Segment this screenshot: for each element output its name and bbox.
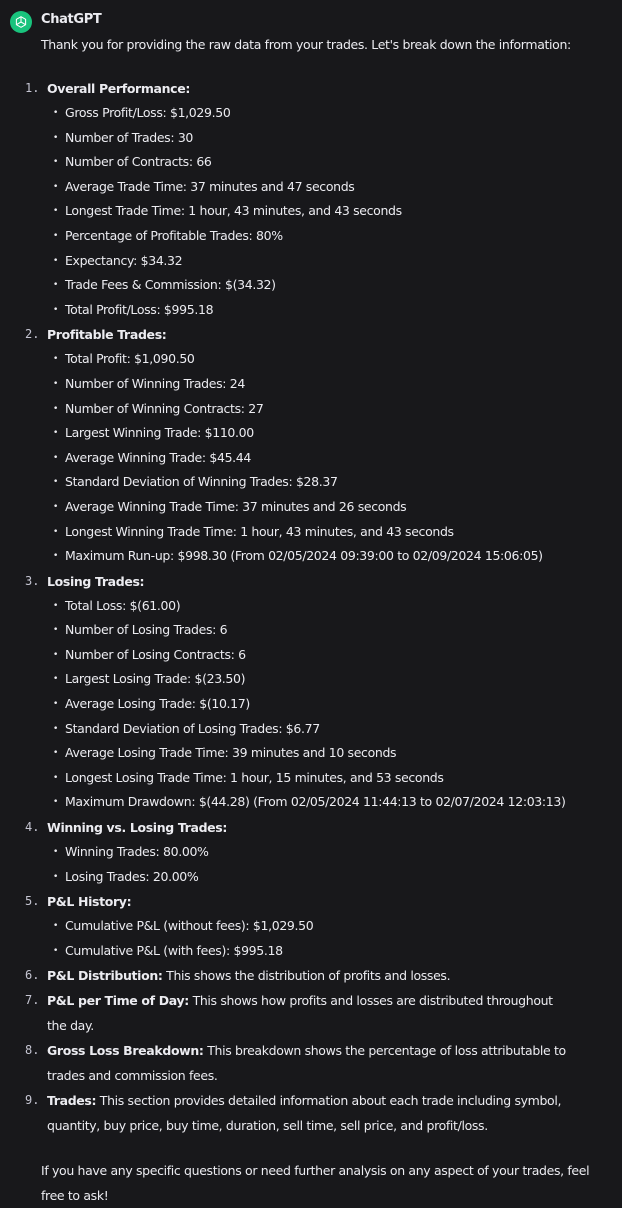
bullet-icon: • xyxy=(53,649,58,660)
section-items xyxy=(47,840,572,889)
section-items xyxy=(47,594,572,815)
section-3 xyxy=(0,569,622,815)
section-heading xyxy=(47,322,572,347)
list-item xyxy=(47,298,572,323)
list-item-text: Maximum Drawdown: $(44.28) (From 02/05/2024 11:44:13 to 02/07/2024 12:03:13) xyxy=(65,794,566,810)
section-description: This shows the distribution of profits and losses. xyxy=(162,968,451,984)
list-item-text: Trade Fees & Commission: $(34.32) xyxy=(65,277,276,293)
list-item xyxy=(47,914,572,939)
bullet-icon: • xyxy=(53,723,58,734)
list-item-text: Number of Winning Contracts: 27 xyxy=(65,400,264,416)
list-item-text: Cumulative P&L (without fees): $1,029.50 xyxy=(65,918,314,934)
section-heading xyxy=(47,815,572,840)
list-item xyxy=(47,520,572,545)
section-heading xyxy=(47,76,572,101)
list-item xyxy=(47,470,572,495)
section-number: 3. xyxy=(25,573,40,588)
section-title: Losing Trades: xyxy=(47,573,145,589)
list-item xyxy=(47,840,572,865)
bullet-icon: • xyxy=(53,945,58,956)
section-number: 4. xyxy=(25,820,40,835)
section-title: Overall Performance: xyxy=(47,81,191,96)
section-heading xyxy=(47,889,572,914)
bullet-icon: • xyxy=(53,304,58,315)
list-item-text: Losing Trades: 20.00% xyxy=(65,868,199,884)
intro-text: Thank you for providing the raw data from your trades. Let's break down the information: xyxy=(41,37,571,52)
list-item-text: Percentage of Profitable Trades: 80% xyxy=(65,227,283,243)
list-item-text: Expectancy: $34.32 xyxy=(65,252,183,268)
section-number: 2. xyxy=(25,327,40,342)
bullet-icon: • xyxy=(53,477,58,488)
list-item-text: Standard Deviation of Losing Trades: $6.77 xyxy=(65,720,320,736)
list-item xyxy=(47,594,572,619)
list-item-text: Number of Losing Trades: 6 xyxy=(65,622,228,638)
list-item-text: Standard Deviation of Winning Trades: $28.37 xyxy=(65,474,338,490)
list-item-text: Total Profit/Loss: $995.18 xyxy=(65,301,214,317)
section-title: Trades: xyxy=(47,1093,97,1109)
section-items xyxy=(47,347,572,568)
list-item-text: Gross Profit/Loss: $1,029.50 xyxy=(65,105,231,120)
list-item xyxy=(47,618,572,643)
list-item-text: Total Loss: $(61.00) xyxy=(65,597,181,613)
list-item-text: Average Winning Trade Time: 37 minutes and 26 seconds xyxy=(65,498,407,514)
list-item xyxy=(47,446,572,471)
section-number: 8. xyxy=(25,1043,40,1058)
list-item xyxy=(47,939,572,964)
list-item xyxy=(47,421,572,446)
list-item-text: Number of Contracts: 66 xyxy=(65,154,212,170)
list-item-text: Average Trade Time: 37 minutes and 47 seconds xyxy=(65,178,355,194)
section-heading xyxy=(47,1038,572,1088)
section-items xyxy=(47,101,572,322)
bullet-icon: • xyxy=(53,280,58,291)
list-item-text: Longest Trade Time: 1 hour, 43 minutes, and 43 seconds xyxy=(65,203,402,219)
section-1 xyxy=(0,76,622,322)
section-number: 1. xyxy=(25,81,40,95)
list-item xyxy=(47,101,572,126)
bullet-icon: • xyxy=(53,625,58,636)
bullet-icon: • xyxy=(53,206,58,217)
list-item xyxy=(47,249,572,274)
list-item xyxy=(47,397,572,422)
section-5 xyxy=(0,889,622,963)
list-item xyxy=(47,273,572,298)
bullet-icon: • xyxy=(53,871,58,882)
list-item-text: Largest Winning Trade: $110.00 xyxy=(65,425,254,441)
list-item-text: Longest Losing Trade Time: 1 hour, 15 minutes, and 53 seconds xyxy=(65,769,444,785)
section-heading xyxy=(47,569,572,594)
list-item-text: Number of Winning Trades: 24 xyxy=(65,375,245,391)
list-item xyxy=(47,865,572,890)
bullet-icon: • xyxy=(53,108,58,118)
list-item-text: Total Profit: $1,090.50 xyxy=(65,351,195,367)
bullet-icon: • xyxy=(53,699,58,710)
bullet-icon: • xyxy=(53,797,58,808)
bullet-icon: • xyxy=(53,181,58,192)
section-title: P&L per Time of Day: xyxy=(47,993,189,1009)
list-item-text: Longest Winning Trade Time: 1 hour, 43 minutes, and 43 seconds xyxy=(65,523,454,539)
list-item xyxy=(47,643,572,668)
section-heading xyxy=(47,1088,572,1138)
list-item-text: Average Winning Trade: $45.44 xyxy=(65,449,252,465)
section-items xyxy=(47,914,572,963)
bullet-icon: • xyxy=(53,921,58,932)
list-item xyxy=(47,175,572,200)
section-description: This section provides detailed information about each trade including symbol, quantity, buy price, buy time, duration, sell time, sell price, and profit/loss. xyxy=(47,1093,562,1134)
list-item-text: Average Losing Trade: $(10.17) xyxy=(65,696,250,712)
list-item xyxy=(47,766,572,791)
section-title: Gross Loss Breakdown: xyxy=(47,1043,204,1059)
bullet-icon: • xyxy=(53,354,58,365)
section-7 xyxy=(0,988,622,1038)
bullet-icon: • xyxy=(53,551,58,562)
section-description: This shows how profits and losses are distributed throughout the day. xyxy=(47,993,553,1034)
list-item xyxy=(47,199,572,224)
list-item xyxy=(47,224,572,249)
section-number: 7. xyxy=(25,993,40,1008)
section-9 xyxy=(0,1088,622,1138)
bullet-icon: • xyxy=(53,748,58,759)
list-item-text: Largest Losing Trade: $(23.50) xyxy=(65,671,246,687)
bullet-icon: • xyxy=(53,847,58,858)
bullet-icon: • xyxy=(53,403,58,414)
section-title: P&L History: xyxy=(47,894,132,910)
list-item-text: Cumulative P&L (with fees): $995.18 xyxy=(65,942,283,958)
section-8 xyxy=(0,1038,622,1088)
section-number: 6. xyxy=(25,968,40,983)
section-title: Profitable Trades: xyxy=(47,327,167,343)
list-item-text: Maximum Run-up: $998.30 (From 02/05/2024 09:39:00 to 02/09/2024 15:06:05) xyxy=(65,548,543,564)
section-heading xyxy=(47,963,572,988)
list-item xyxy=(47,790,572,815)
list-item-text: Winning Trades: 80.00% xyxy=(65,844,209,860)
list-item xyxy=(47,692,572,717)
list-item xyxy=(47,495,572,520)
bullet-icon: • xyxy=(53,255,58,266)
section-2 xyxy=(0,322,622,568)
list-item-text: Average Losing Trade Time: 39 minutes and 10 seconds xyxy=(65,745,397,761)
list-item-text: Number of Trades: 30 xyxy=(65,129,194,145)
list-item-text: Number of Losing Contracts: 6 xyxy=(65,646,246,662)
section-title: Winning vs. Losing Trades: xyxy=(47,820,228,836)
bullet-icon: • xyxy=(53,157,58,168)
bullet-icon: • xyxy=(53,526,58,537)
list-item xyxy=(47,544,572,569)
list-item xyxy=(47,741,572,766)
bullet-icon: • xyxy=(53,230,58,241)
list-item xyxy=(47,667,572,692)
list-item xyxy=(47,150,572,175)
bullet-icon: • xyxy=(53,378,58,389)
list-item xyxy=(47,347,572,372)
list-item xyxy=(47,126,572,151)
bullet-icon: • xyxy=(53,772,58,783)
bullet-icon: • xyxy=(53,132,58,143)
sender-name: ChatGPT xyxy=(41,12,102,27)
bullet-icon: • xyxy=(53,600,58,611)
analysis-list xyxy=(0,76,622,1138)
bullet-icon: • xyxy=(53,452,58,463)
section-title: P&L Distribution: xyxy=(47,968,163,984)
section-description: This breakdown shows the percentage of loss attributable to trades and commission fees. xyxy=(47,1043,566,1084)
section-4 xyxy=(0,815,622,889)
list-item xyxy=(47,717,572,742)
section-number: 5. xyxy=(25,894,40,909)
bullet-icon: • xyxy=(53,501,58,512)
bullet-icon: • xyxy=(53,674,58,685)
section-heading xyxy=(47,988,572,1038)
closing-text: If you have any specific questions or need further analysis on any aspect of your trades, feel free to ask! xyxy=(41,1163,590,1203)
section-number: 9. xyxy=(25,1093,40,1108)
list-item xyxy=(47,372,572,397)
chatgpt-logo-icon xyxy=(10,11,32,33)
bullet-icon: • xyxy=(53,428,58,439)
section-6 xyxy=(0,963,622,988)
